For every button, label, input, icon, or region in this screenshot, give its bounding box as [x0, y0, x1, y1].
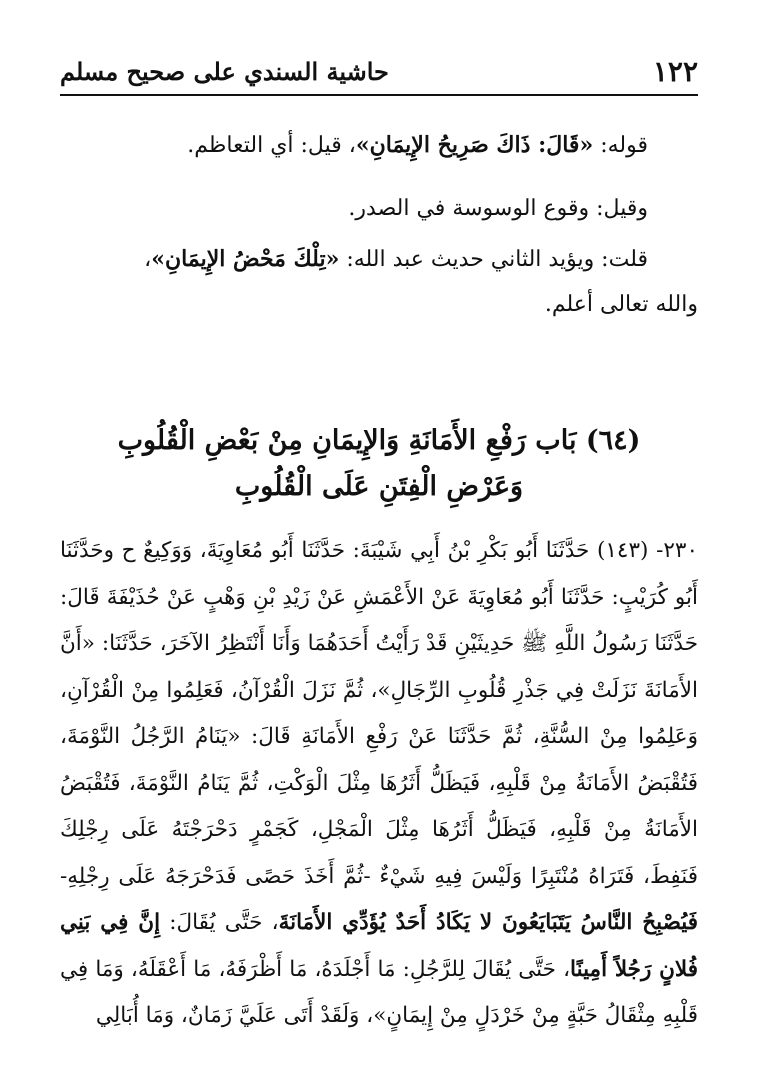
note-paragraph-3: [60, 236, 648, 283]
chapter-heading-line-1: (٦٤) بَاب رَفْعِ الأَمَانَةِ وَالإِيمَانِ مِنْ بَعْضِ الْقُلُوبِ: [117, 425, 641, 456]
chapter-heading: [60, 418, 698, 510]
hadith-part-2-bold: فَيُصْبِحُ النَّاسُ يَتَبَايَعُونَ لا يَكَادُ أَحَدٌ يُؤَدِّي الأَمَانَةَ: [278, 910, 699, 935]
note-paragraph-2: [60, 186, 648, 232]
note-2-text: وقيل: وقوع الوسوسة في الصدر.: [348, 196, 648, 221]
note-paragraph-3-line-2: [60, 282, 698, 328]
hadith-part-4-bold: إِنَّ فِي بَنِي فُلانٍ رَجُلاً أَمِينًا: [60, 910, 698, 982]
hadith-part-5: ، حَتَّى يُقَالَ لِلرَّجُلِ: مَا أَجْلَدَهُ، مَا أَظْرَفَهُ، مَا أَعْقَلَهُ، وَمَا فِي قَلْبِهِ مِثْقَالُ حَبَّةٍ مِنْ خَرْدَلٍ مِنْ إِيمَانٍ»، وَلَقَدْ أَتَى عَلَيَّ زَمَانٌ، وَمَا أُبَالِي: [60, 956, 698, 1028]
note-1-prefix: قوله:: [593, 133, 648, 158]
header-rule: [60, 94, 698, 96]
page-number: ١٢٢: [652, 54, 698, 88]
note-1-suffix: ، قيل: أي التعاظم.: [187, 133, 356, 158]
running-title: حاشية السندي على صحيح مسلم: [60, 56, 389, 86]
hadith-part-1: ٢٣٠- (١٤٣) حَدَّثَنَا أَبُو بَكْرِ بْنُ أَبِي شَيْبَةَ: حَدَّثَنَا أَبُو مُعَاوِيَةَ، وَوَكِيعٌ ح وحَدَّثَنَا أَبُو كُرَيْبٍ: حَدَّثَنَا أَبُو مُعَاوِيَةَ عَنْ الأَعْمَشِ عَنْ زَيْدِ بْنِ وَهْبٍ عَنْ حُذَيْفَةَ قَالَ: حَدَّثَنَا رَسُولُ اللَّهِ ﷺ حَدِيثَيْنِ قَدْ رَأَيْتُ أَحَدَهُمَا وَأَنَا أَنْتَظِرُ الآخَرَ، حَدَّثَنَا: «أَنَّ الأَمَانَةَ نَزَلَتْ فِي جَذْرِ قُلُوبِ الرِّجَالِ»، ثُمَّ نَزَلَ الْقُرْآنُ، فَعَلِمُوا مِنْ الْقُرْآنِ، وَعَلِمُوا مِنْ السُّنَّةِ، ثُمَّ حَدَّثَنَا عَنْ رَفْعِ الأَمَانَةِ قَالَ: «يَنَامُ الرَّجُلُ النَّوْمَةَ، فَتُقْبَضُ الأَمَانَةُ مِنْ قَلْبِهِ، فَيَظَلُّ أَثَرُهَا مِثْلَ الْوَكْتِ، ثُمَّ يَنَامُ النَّوْمَةَ، فَتُقْبَضُ الأَمَانَةُ مِنْ قَلْبِهِ، فَيَظَلُّ أَثَرُهَا مِثْلَ الْمَجْلِ، كَجَمْرٍ دَحْرَجْتَهُ عَلَى رِجْلِكَ فَنَفِطَ، فَتَرَاهُ مُنْتَبِرًا وَلَيْسَ فِيهِ شَيْءٌ -ثُمَّ أَخَذَ حَصًى فَدَحْرَجَهُ عَلَى رِجْلِهِ-: [60, 538, 698, 889]
note-3-prefix: قلت: ويؤيد الثاني حديث عبد الله:: [339, 247, 648, 272]
hadith-part-3: ، حَتَّى يُقَالَ:: [160, 910, 279, 935]
note-paragraph-1: [60, 122, 648, 169]
page-header: [60, 50, 698, 92]
hadith-paragraph: [60, 528, 698, 1040]
note-3-suffix: ،: [144, 247, 152, 272]
hadith-text: [60, 528, 698, 1040]
note-3-closing: والله تعالى أعلم.: [544, 292, 698, 317]
note-3-quote: «تِلْكَ مَحْضُ الإِيمَانِ»: [151, 246, 340, 272]
chapter-heading-line-2: وَعَرْضِ الْفِتَنِ عَلَى الْقُلُوبِ: [234, 471, 524, 502]
note-1-quote: «قَالَ: ذَاكَ صَرِيحُ الإِيمَانِ»: [355, 132, 594, 158]
